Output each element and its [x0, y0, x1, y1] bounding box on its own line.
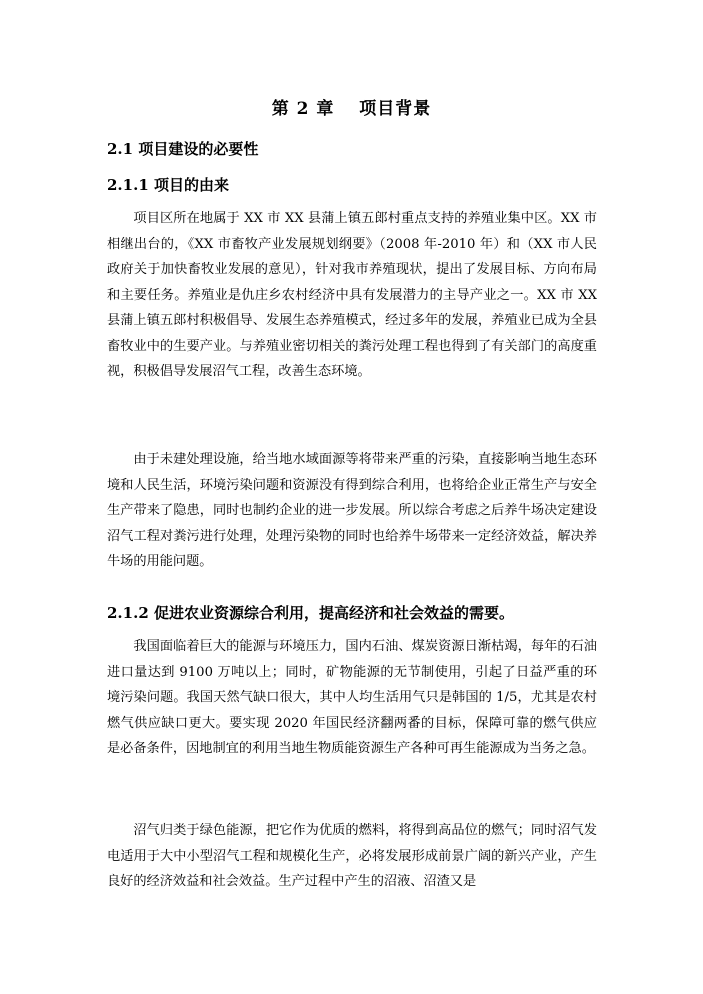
paragraph-project-origin: 项目区所在地属于 XX 市 XX 县蒲上镇五郎村重点支持的养殖业集中区。XX 市相继出台的，《XX 市畜牧产业发展规划纲要》（2008 年-2010 年）和（XX 市人民政府关于加快畜牧业发展的意见），针对我市养殖现状，提出了发展目标、方向布局和主要任务。养殖业是仇庄乡农村经济中具有发展潜力的主导产业之一。XX 市 XX 县蒲上镇五郎村积极倡导、发展生态养殖模式，经过多年的发展，养殖业已成为全县畜牧业中的生要产业。与养殖业密切相关的粪污处理工程也得到了有关部门的高度重视，积极倡导发展沼气工程，改善生态环境。 — [107, 211, 597, 379]
paragraph-biogas-green-energy: 沼气归类于绿色能源，把它作为优质的燃料，将得到高品位的燃气；同时沼气发电适用于大中小型沼气工程和规模化生产，必将发展形成前景广阔的新兴产业，产生良好的经济效益和社会效益。生产过程中产生的沼液、沼渣又是 — [107, 823, 597, 889]
section-heading-2-1-2: 2.1.2 促进农业资源综合利用，提高经济和社会效益的需要。 — [107, 604, 514, 622]
section-heading-2-1: 2.1 项目建设的必要性 — [107, 140, 259, 158]
section-heading-2-1-1: 2.1.1 项目的由来 — [107, 176, 229, 194]
paragraph-energy-pressure: 我国面临着巨大的能源与环境压力，国内石油、煤炭资源日渐枯竭，每年的石油进口量达到 9100 万吨以上；同时，矿物能源的无节制使用，引起了日益严重的环境污染问题。我国天然气缺口很大，其中人均生活用气只是韩国的 1/5，尤其是农村燃气供应缺口更大。要实现 2020 年国民经济翻两番的目标，保障可靠的燃气供应是必备条件，因地制宜的利用当地生物质能资源生产各种可再生能源成为当务之急。 — [107, 639, 597, 756]
paragraph-pollution-issue: 由于未建处理设施，给当地水域面源等将带来严重的污染，直接影响当地生态环境和人民生活，环境污染问题和资源没有得到综合利用，也将给企业正常生产与安全生产带来了隐患，同时也制约企业的进一步发展。所以综合考虑之后养牛场决定建设沼气工程对粪污进行处理，处理污染物的同时也给养牛场带来一定经济效益，解决养牛场的用能问题。 — [107, 452, 597, 569]
chapter-title: 第 2 章 项目背景 — [271, 99, 432, 119]
